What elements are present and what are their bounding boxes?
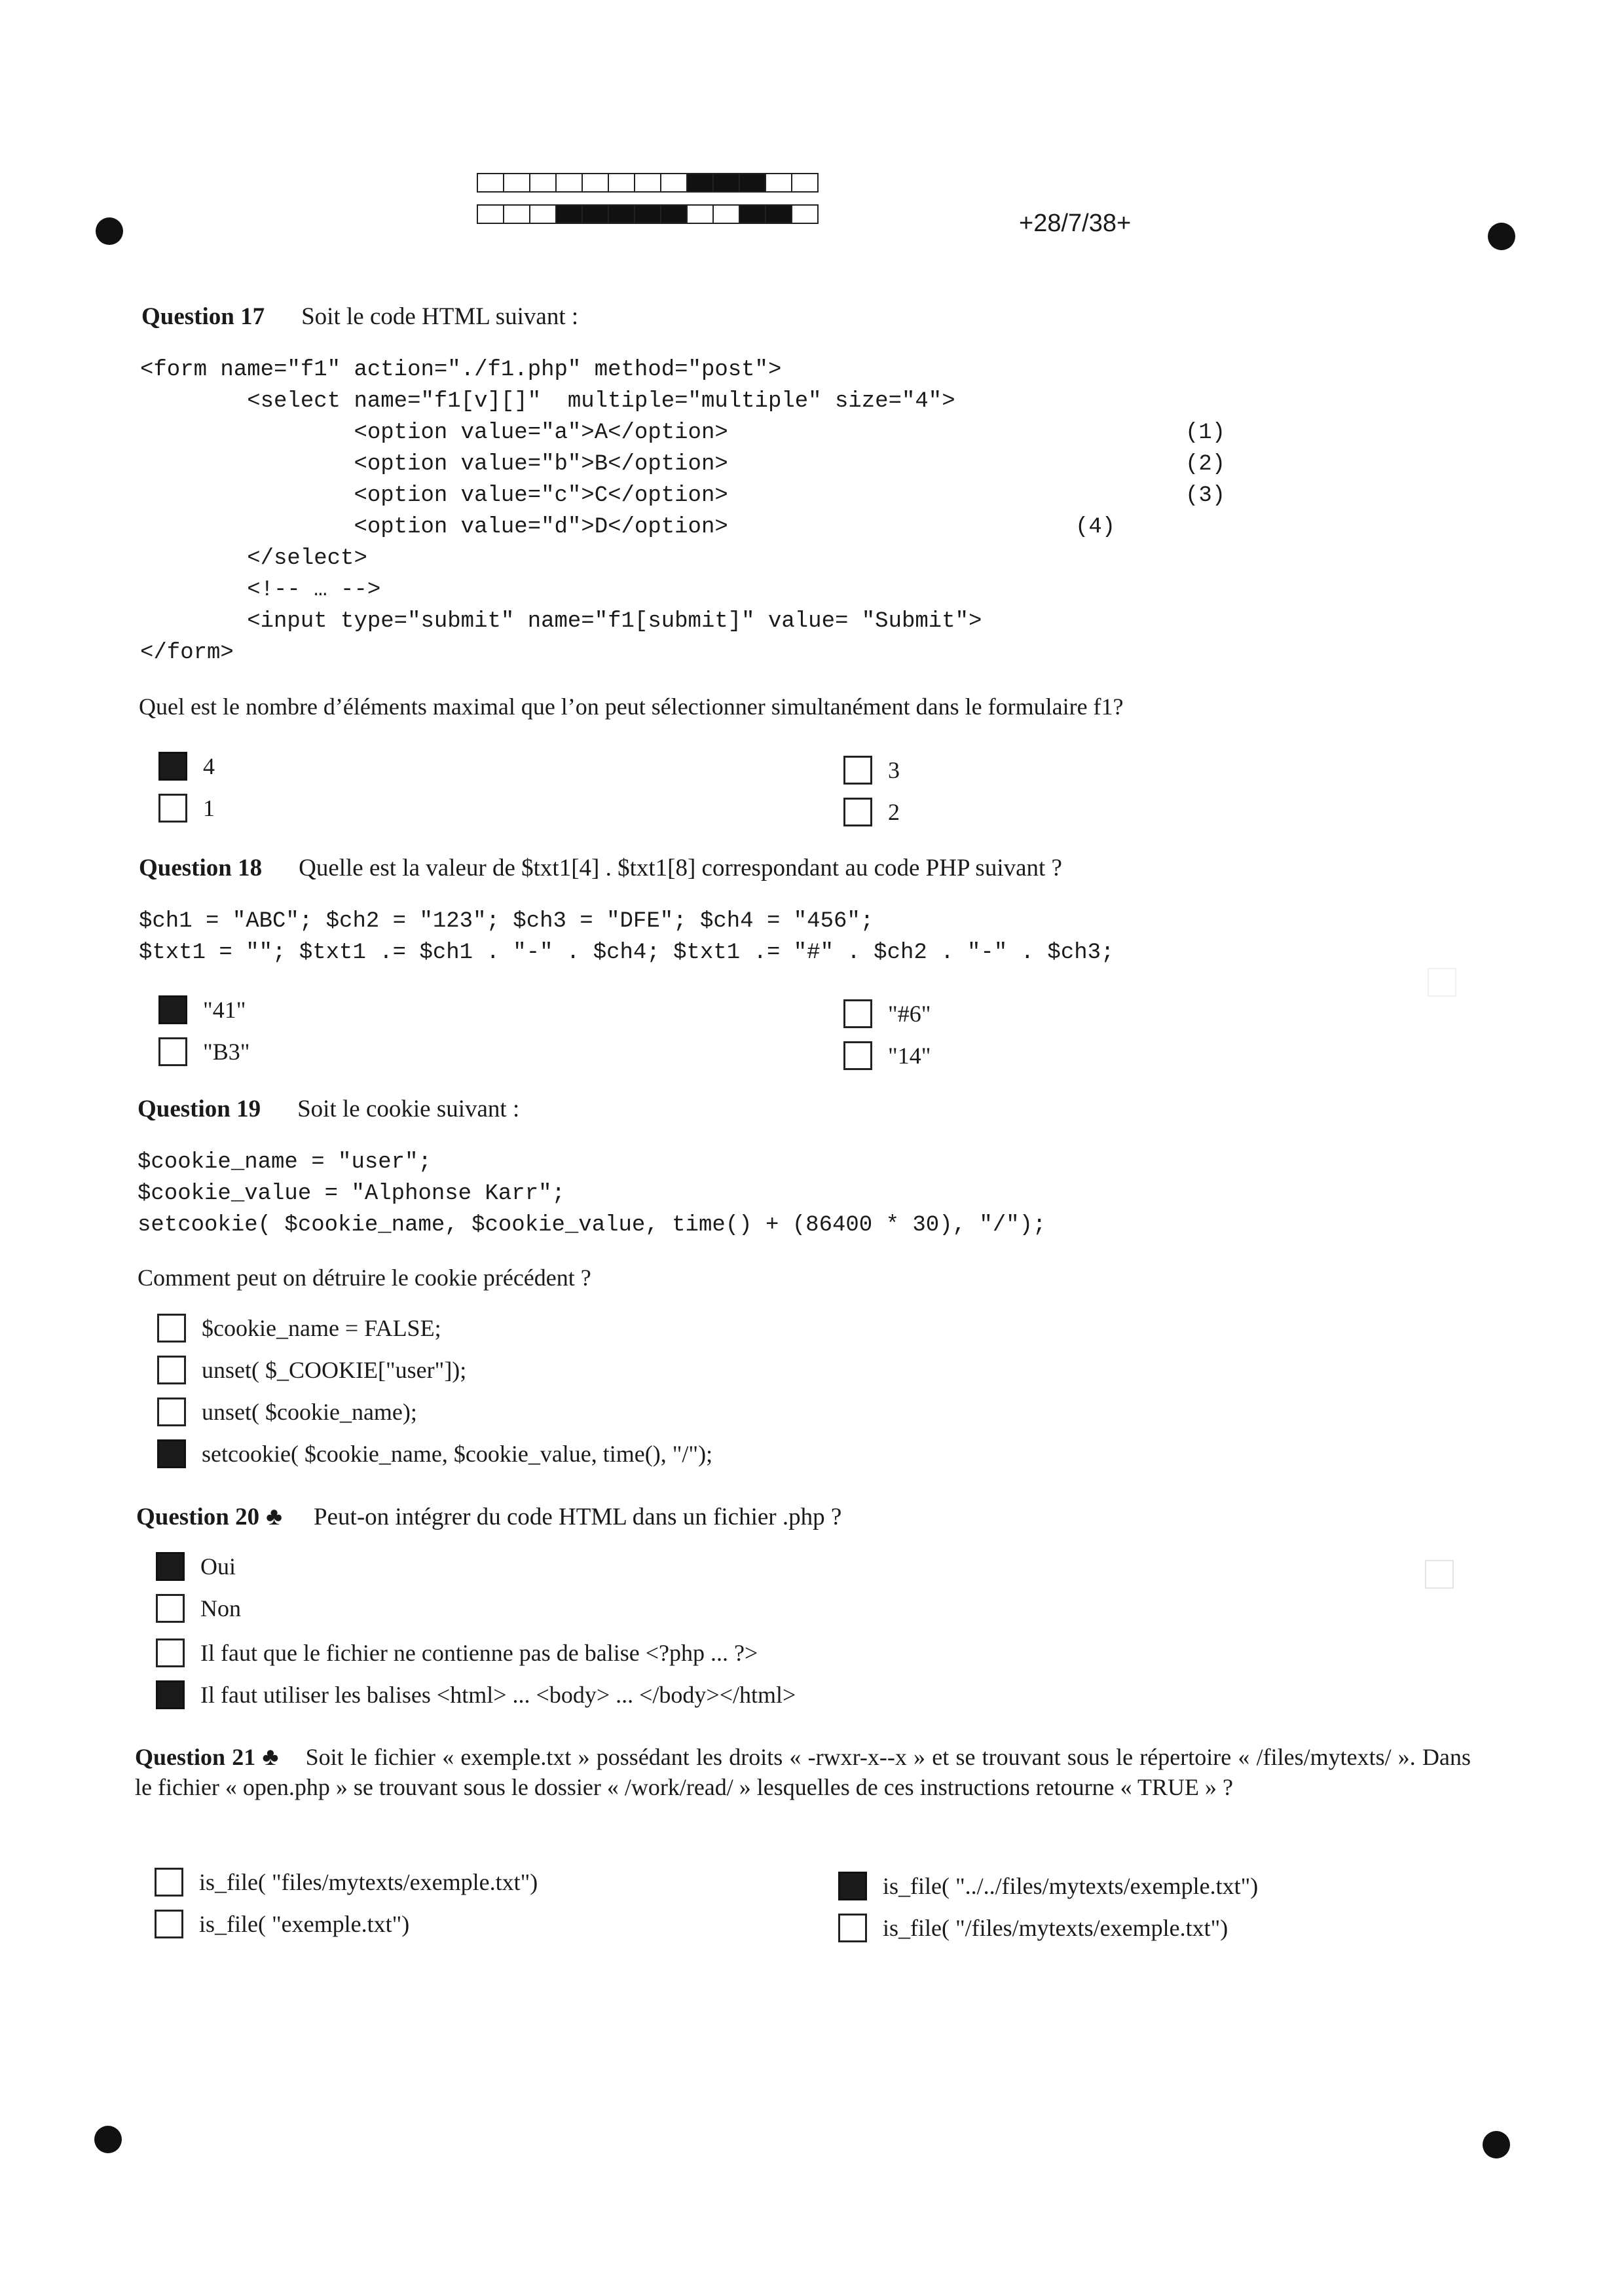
option-label: "41"	[203, 997, 246, 1023]
checkbox[interactable]	[156, 1639, 185, 1667]
code-line: setcookie( $cookie_name, $cookie_value, time() + (86400 * 30), "/");	[138, 1213, 1046, 1238]
question-17-header	[141, 303, 578, 331]
id-barcode-row-1	[477, 173, 817, 193]
code-line: </select>	[140, 546, 367, 571]
option-label: is_file( "../../files/mytexts/exemple.txt")	[883, 1873, 1259, 1899]
option-label: Oui	[200, 1553, 236, 1580]
question-19-header	[138, 1095, 519, 1123]
checkbox[interactable]	[157, 1314, 186, 1342]
code-line: $cookie_value = "Alphonse Karr";	[138, 1181, 565, 1206]
question-prompt: Quel est le nombre d’éléments maximal que l’on peut sélectionner simultanément dans le formulaire f1?	[139, 694, 1124, 720]
answer-option[interactable]	[156, 1680, 796, 1709]
checkbox[interactable]	[155, 1910, 183, 1938]
option-label: unset( $_COOKIE["user"]);	[202, 1357, 467, 1383]
scan-artifact	[1428, 968, 1456, 997]
line-marker: (1)	[1185, 420, 1226, 445]
checkbox[interactable]	[843, 999, 872, 1028]
option-label: "14"	[888, 1043, 931, 1069]
question-text: Soit le code HTML suivant :	[301, 303, 579, 330]
option-label: unset( $cookie_name);	[202, 1399, 417, 1425]
checkbox[interactable]	[157, 1398, 186, 1426]
checkbox-checked[interactable]	[838, 1872, 867, 1900]
question-text: Peut-on intégrer du code HTML dans un fichier .php ?	[314, 1504, 842, 1530]
code-line: <option value="a">A</option>	[140, 420, 728, 445]
question-20-header	[136, 1502, 841, 1531]
checkbox[interactable]	[838, 1914, 867, 1942]
answer-option[interactable]	[158, 794, 215, 823]
answer-option[interactable]	[158, 995, 246, 1024]
answer-option[interactable]	[843, 999, 931, 1028]
answer-option[interactable]	[158, 1037, 249, 1066]
question-prompt: Comment peut on détruire le cookie précédent ?	[138, 1265, 591, 1291]
option-label: setcookie( $cookie_name, $cookie_value, time(), "/");	[202, 1441, 713, 1467]
line-marker: (3)	[1185, 483, 1226, 508]
code-line: <form name="f1" action="./f1.php" method="post">	[140, 358, 782, 382]
checkbox[interactable]	[157, 1356, 186, 1384]
answer-option[interactable]	[156, 1639, 758, 1667]
code-line: <option value="d">D</option>	[140, 515, 728, 540]
code-line: $cookie_name = "user";	[138, 1150, 432, 1175]
line-marker: (2)	[1185, 452, 1226, 477]
checkbox[interactable]	[156, 1594, 185, 1623]
question-21-block	[135, 1742, 1471, 1802]
checkbox[interactable]	[158, 794, 187, 823]
code-line: <option value="c">C</option>	[140, 483, 728, 508]
checkbox-checked[interactable]	[158, 752, 187, 781]
answer-option[interactable]	[156, 1594, 241, 1623]
code-line: $ch1 = "ABC"; $ch2 = "123"; $ch3 = "DFE"; $ch4 = "456";	[139, 909, 874, 934]
scan-artifact	[1425, 1560, 1454, 1589]
checkbox-checked[interactable]	[156, 1680, 185, 1709]
checkbox-checked[interactable]	[156, 1552, 185, 1581]
code-line: <option value="b">B</option>	[140, 452, 728, 477]
registration-mark-top-right	[1488, 223, 1515, 250]
answer-option[interactable]	[838, 1914, 1228, 1942]
question-number: Question 20	[136, 1504, 260, 1530]
question-text: Soit le cookie suivant :	[297, 1096, 520, 1122]
option-label: 2	[888, 799, 900, 825]
checkbox[interactable]	[843, 1041, 872, 1070]
answer-option[interactable]	[158, 752, 215, 781]
registration-mark-bottom-right	[1483, 2131, 1510, 2158]
question-text: Soit le fichier « exemple.txt » possédant les droits « -rwxr-x--x » et se trouvant sous le répertoire « /files/mytexts/ ». Dans le fichier « open.php » se trouvant sous le dossier « /work/read/ » lesquelles de ces instructions retourne « TRUE » ?	[135, 1744, 1471, 1800]
answer-option[interactable]	[157, 1439, 712, 1468]
checkbox[interactable]	[843, 798, 872, 826]
answer-option[interactable]	[156, 1552, 236, 1581]
question-number: Question 18	[139, 855, 263, 881]
question-text: Quelle est la valeur de $txt1[4] . $txt1[8] correspondant au code PHP suivant ?	[299, 855, 1062, 881]
checkbox-checked[interactable]	[157, 1439, 186, 1468]
answer-option[interactable]	[843, 756, 900, 785]
registration-mark-bottom-left	[94, 2126, 122, 2153]
answer-option[interactable]	[838, 1872, 1258, 1900]
answer-option[interactable]	[843, 1041, 931, 1070]
option-label: 1	[203, 795, 215, 821]
id-barcode-row-2	[477, 204, 817, 224]
line-marker: (4)	[1075, 515, 1116, 540]
option-label: "B3"	[203, 1039, 250, 1065]
option-label: Non	[200, 1595, 241, 1621]
registration-mark-top-left	[96, 217, 123, 245]
checkbox[interactable]	[158, 1037, 187, 1066]
question-number: Question 21	[135, 1744, 256, 1770]
code-line: </form>	[140, 640, 234, 665]
question-number: Question 19	[138, 1096, 261, 1122]
answer-option[interactable]	[157, 1314, 441, 1342]
option-label: 3	[888, 757, 900, 783]
answer-option[interactable]	[157, 1356, 466, 1384]
option-label: is_file( "files/mytexts/exemple.txt")	[199, 1869, 538, 1895]
option-label: Il faut que le fichier ne contienne pas de balise <?php ... ?>	[200, 1640, 758, 1666]
option-label: $cookie_name = FALSE;	[202, 1315, 441, 1341]
page-id: +28/7/38+	[1019, 210, 1132, 237]
answer-option[interactable]	[157, 1398, 417, 1426]
club-icon: ♣	[262, 1743, 280, 1771]
code-line: <!-- … -->	[140, 578, 381, 602]
option-label: "#6"	[888, 1001, 931, 1027]
option-label: 4	[203, 753, 215, 779]
code-line: $txt1 = ""; $txt1 .= $ch1 . "-" . $ch4; $txt1 .= "#" . $ch2 . "-" . $ch3;	[139, 940, 1115, 965]
checkbox-checked[interactable]	[158, 995, 187, 1024]
answer-option[interactable]	[155, 1868, 538, 1897]
question-number: Question 17	[141, 303, 265, 330]
option-label: Il faut utiliser les balises <html> ... <body> ... </body></html>	[200, 1682, 796, 1708]
checkbox[interactable]	[155, 1868, 183, 1897]
answer-option[interactable]	[155, 1910, 409, 1938]
code-line: <input type="submit" name="f1[submit]" value= "Submit">	[140, 609, 982, 634]
club-icon: ♣	[266, 1503, 283, 1530]
checkbox[interactable]	[843, 756, 872, 785]
question-18-header	[139, 854, 1062, 882]
option-label: is_file( "/files/mytexts/exemple.txt")	[883, 1915, 1228, 1941]
answer-option[interactable]	[843, 798, 900, 826]
option-label: is_file( "exemple.txt")	[199, 1911, 410, 1937]
code-line: <select name="f1[v][]" multiple="multiple" size="4">	[140, 389, 955, 414]
